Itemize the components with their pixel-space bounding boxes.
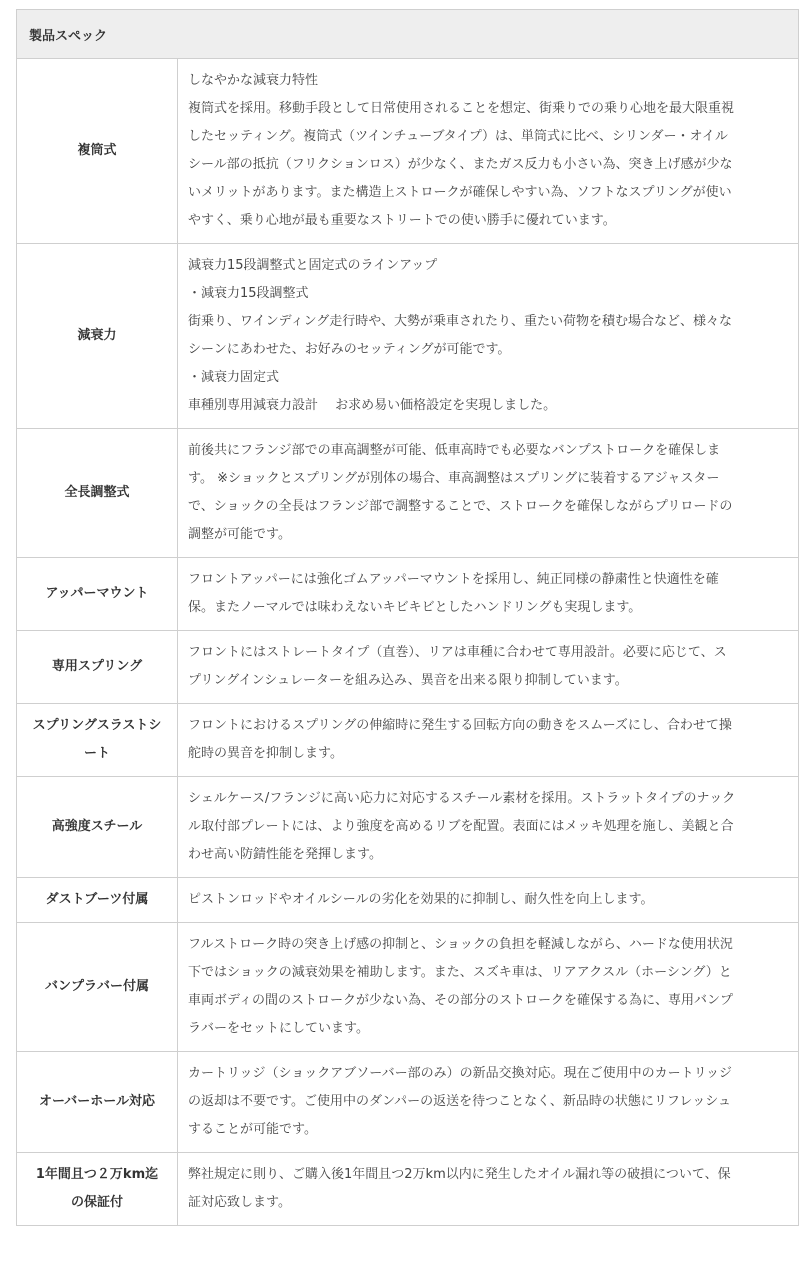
spec-description-line: ラバーをセットにしています。 [188,1021,369,1036]
spec-description-line: シール部の抵抗（フリクションロス）が少なく、またガス反力も小さい為、突き上げ感が少な [188,157,733,172]
spec-row [17,923,799,1052]
product-spec-table [16,9,799,1226]
spec-label: 高強度スチール [51,819,143,834]
spec-row [17,59,799,244]
spec-label: の保証付 [70,1195,123,1210]
spec-description-line: フルストローク時の突き上げ感の抑制と、ショックの負担を軽減しながら、ハードな使用状況 [188,937,733,952]
spec-description-cell [178,878,799,923]
spec-description-line: やすく、乗り心地が最も重要なストリートでの使い勝手に優れています。 [188,213,616,228]
spec-description-line: 車種別専用減衰力設計 お求め易い価格設定を実現しました。 [188,398,557,413]
spec-description-line: シェルケース/フランジに高い応力に対応するスチール素材を採用。ストラットタイプのナック [188,791,736,806]
spec-description-line: 弊社規定に則り、ご購入後1年間且つ2万km以内に発生したオイル漏れ等の破損について、保 [188,1167,731,1182]
spec-description-line: ・減衰力固定式 [188,370,280,385]
spec-description-line: で、ショックの全長はフランジ部で調整することで、ストロークを確保しながらプリロードの [188,499,733,514]
spec-description-line: 車両ボディの間のストロークが少ない為、その部分のストロークを確保する為に、専用バンプ [188,993,733,1008]
spec-description-line: 複筒式を採用。移動手段として日常使用されることを想定、街乗りでの乗り心地を最大限重視 [188,101,735,116]
spec-label: 専用スプリング [51,659,143,674]
spec-description-line: 減衰力15段調整式と固定式のラインアップ [188,258,438,273]
spec-table-title: 製品スペック [17,10,799,59]
spec-description-line: プリングインシュレーターを組み込み、異音を出来る限り抑制しています。 [188,673,628,688]
spec-description-line: 舵時の異音を抑制します。 [188,746,343,761]
spec-description-cell [178,1153,799,1226]
spec-description-cell [178,558,799,631]
spec-label-cell [17,631,178,704]
spec-label: バンプラバー付属 [44,979,149,994]
spec-description-cell [178,59,799,244]
spec-label: ート [83,746,110,761]
spec-row [17,244,799,429]
spec-description-cell [178,704,799,777]
spec-label-cell [17,1052,178,1153]
spec-label: 減衰力 [77,328,117,343]
spec-row [17,704,799,777]
spec-description-cell [178,923,799,1052]
spec-description-line: す。 ※ショックとスプリングが別体の場合、車高調整はスプリングに装着するアジャスター [188,471,720,486]
spec-label-cell [17,429,178,558]
spec-description-line: することが可能です。 [188,1122,317,1137]
spec-row [17,631,799,704]
spec-row [17,777,799,878]
spec-label-cell [17,1153,178,1226]
spec-row [17,1153,799,1226]
spec-description-line: の返却は不要です。ご使用中のダンパーの返送を待つことなく、新品時の状態にリフレッシュ [188,1094,732,1109]
spec-description-line: わせ高い防錆性能を発揮します。 [188,847,382,862]
spec-description-line: シーンにあわせた、お好みのセッティングが可能です。 [188,342,511,357]
spec-label: オーバーホール対応 [38,1094,156,1109]
spec-description-line: ル取付部プレートには、より強度を高めるリブを配置。表面にはメッキ処理を施し、美観と合 [188,819,734,834]
spec-description-line: フロントにおけるスプリングの伸縮時に発生する回転方向の動きをスムーズにし、合わせて操 [188,718,732,733]
spec-table-body [17,59,799,1226]
spec-description-line: しなやかな減衰力特性 [188,73,319,88]
spec-label: ダストブーツ付属 [45,892,149,907]
spec-label-cell [17,923,178,1052]
spec-description-cell [178,429,799,558]
spec-description-cell [178,1052,799,1153]
spec-description-line: 街乗り、ワインディング走行時や、大勢が乗車されたり、重たい荷物を積む場合など、様々な [188,314,733,329]
spec-label-cell [17,244,178,429]
spec-description-line: 前後共にフランジ部での車高調整が可能、低車高時でも必要なバンプストロークを確保しま [188,443,721,458]
spec-label: スプリングスラストシ [32,718,162,733]
spec-label: 1年間且つ２万km迄 [35,1167,159,1182]
spec-label: 全長調整式 [64,485,130,500]
spec-label-cell [17,558,178,631]
spec-label-cell [17,59,178,244]
spec-description-line: 保。またノーマルでは味わえないキビキビとしたハンドリングも実現します。 [188,600,642,615]
spec-label: 複筒式 [77,143,117,158]
spec-label-cell [17,878,178,923]
spec-description-line: 下ではショックの減衰効果を補助します。また、スズキ車は、リアアクスル（ホーシング）と [188,965,732,980]
spec-description-cell [178,631,799,704]
spec-description-line: カートリッジ（ショックアブソーバー部のみ）の新品交換対応。現在ご使用中のカートリッジ [188,1066,733,1081]
spec-row [17,878,799,923]
spec-description-line: 調整が可能です。 [188,527,291,542]
spec-description-line: したセッティング。複筒式（ツインチューブタイプ）は、単筒式に比べ、シリンダー・オイル [188,129,728,144]
spec-label: アッパーマウント [45,586,149,601]
spec-label-cell [17,704,178,777]
spec-row [17,1052,799,1153]
spec-description-line: フロントアッパーには強化ゴムアッパーマウントを採用し、純正同様の静粛性と快適性を確 [188,572,719,587]
spec-row [17,429,799,558]
spec-label-cell [17,777,178,878]
spec-table-header-row [17,10,799,59]
spec-description-line: ・減衰力15段調整式 [188,286,309,301]
spec-description-cell [178,777,799,878]
spec-description-cell [178,244,799,429]
spec-row [17,558,799,631]
spec-description-line: いメリットがあります。また構造上ストロークが確保しやすい為、ソフトなスプリングが使い [188,185,732,200]
spec-description-line: 証対応致します。 [188,1195,291,1210]
spec-description-line: ピストンロッドやオイルシールの劣化を効果的に抑制し、耐久性を向上します。 [188,892,654,907]
spec-description-line: フロントにはストレートタイプ（直巻）、リアは車種に合わせて専用設計。必要に応じて、ス [188,645,727,660]
